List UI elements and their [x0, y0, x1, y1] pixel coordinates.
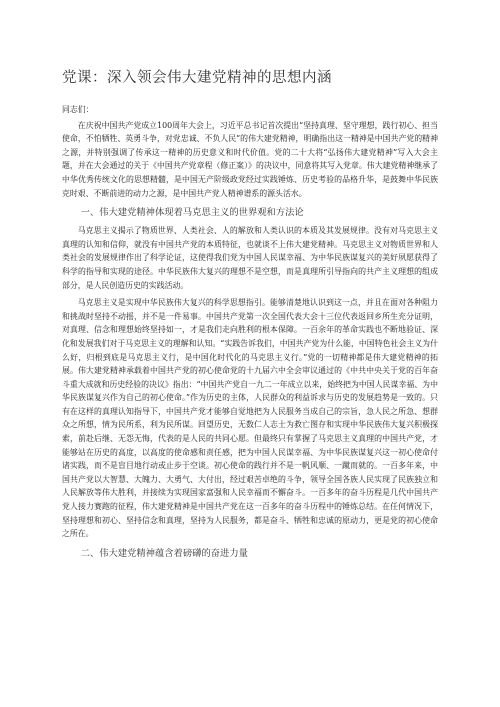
salutation: 同志们：	[62, 105, 94, 114]
intro-paragraph: 在庆祝中国共产党成立100周年大会上，习近平总书记首次提出“坚持真理、坚守理想，践行初心、担当使命，不怕牺牲、英勇斗争，对党忠诚、不负人民”的伟大建党精神，明确指出这一精神是中国共产党的精神之源，并特别强调了传承这一精神的历史意义和时代价值。党的二十大将“弘扬伟大建党精神”写入大会主题，并在大会通过的关于《中国共产党章程（修正案）》的决议中，同意将其写入党章。伟大建党精神继承了中华优秀传统文化的思想精髓，是中国无产阶级政党经过实践锤炼、历史考验的品格升华，是鼓舞中华民族克时艰、不断前进的动力之源，是中国共产党人精神谱系的源头活水。	[62, 120, 438, 198]
section-heading-1: 一、伟大建党精神体现着马克思主义的世界观和方法论	[80, 207, 304, 219]
document-title: 党课：深入领会伟大建党精神的思想内涵	[62, 70, 332, 86]
paragraph-1: 马克思主义揭示了物质世界、人类社会、人的解放和人类认识的本质及其发展规律。没有对马克思主义真理的认知和信仰，就没有中国共产党的本质特征，也就谈不上伟大建党精神。马克思主义对物质世界和人类社会的发展规律作出了科学论证，这使得我们党为中国人民谋幸福、为中华民族谋复兴的美好夙愿获得了科学的指导和实现的途径。中华民族伟大复兴的理想不是空想，而是真理所引导指向的共产主义理想的组成部分，是人民创造历史的实践活动。	[62, 226, 438, 290]
document-page	[62, 66, 438, 565]
paragraph-2: 马克思主义是实现中华民族伟大复兴的科学思想指引。能够清楚地认识到这一点，并且在面对各种阻力和挑战时坚持不动摇，并不是一件易事。中国共产党第一次全国代表大会十三位代表返回乡所生充分证明，对真理、信念和理想始终坚持如一，才是我们走向胜利的根本保障。一百余年的革命实践也不断地验证、深化和发展我们对于马克思主义的理解和认知。“实践告诉我们，中国共产党为什么能，中国特色社会主义为什么好，归根到底是马克思主义行，是中国化时代化的马克思主义行。”党的一切精神都是伟大建党精神的拓展。伟大建党精神承载着中国共产党的初心使命党的十九届六中全会审议通过的《中共中央关于党的百年奋斗重大成就和历史经验的决议》指出：“中国共产党自一九二一年成立以来，始终把为中国人民谋幸福、为中华民族谋复兴作为自己的初心使命。”作为历史的主体，人民群众的利益诉求与历史的发展趋势是一致的。只有在这样的真理认知指导下，中国共产党才能够自觉地把为人民服务当成自己的宗旨，急人民之所急、想群众之所想，情为民所系，利为民所谋。回望历史，无数仁人志士为救亡图存和实现中华民族伟大复兴积极探索，前赴后继、无怨无悔，代表的是人民的共同心愿。但最终只有掌握了马克思主义真理的中国共产党，才能够站在历史的高度，以高度的使命感和责任感，把为中国人民谋幸福、为中华民族谋复兴这一初心使命付诸实践，而不是盲目地行动或止步于空谈。初心使命的践行并不是一帆风顺、一蹴而就的。一百多年来，中国共产党以大智慧、大魄力、大勇气、大付出，经过艰苦卓绝的斗争，领导全国各族人民实现了民族独立和人民解放等伟大胜利，并接续为实现国家富强和人民幸福而不懈奋斗。一百多年的奋斗历程是几代中国共产党人接力赛跑的征程，伟大建党精神是中国共产党在这一百多年的奋斗历程中的锤炼总结。在任何情况下，坚持理想和初心、坚持信念和真理，坚持为人民服务，都是奋斗、牺牲和忠诚的原动力，更是党的初心使命之所在。	[62, 298, 438, 539]
section-heading-2: 二、伟大建党精神蕴含着磅礴的奋进力量	[80, 547, 248, 559]
